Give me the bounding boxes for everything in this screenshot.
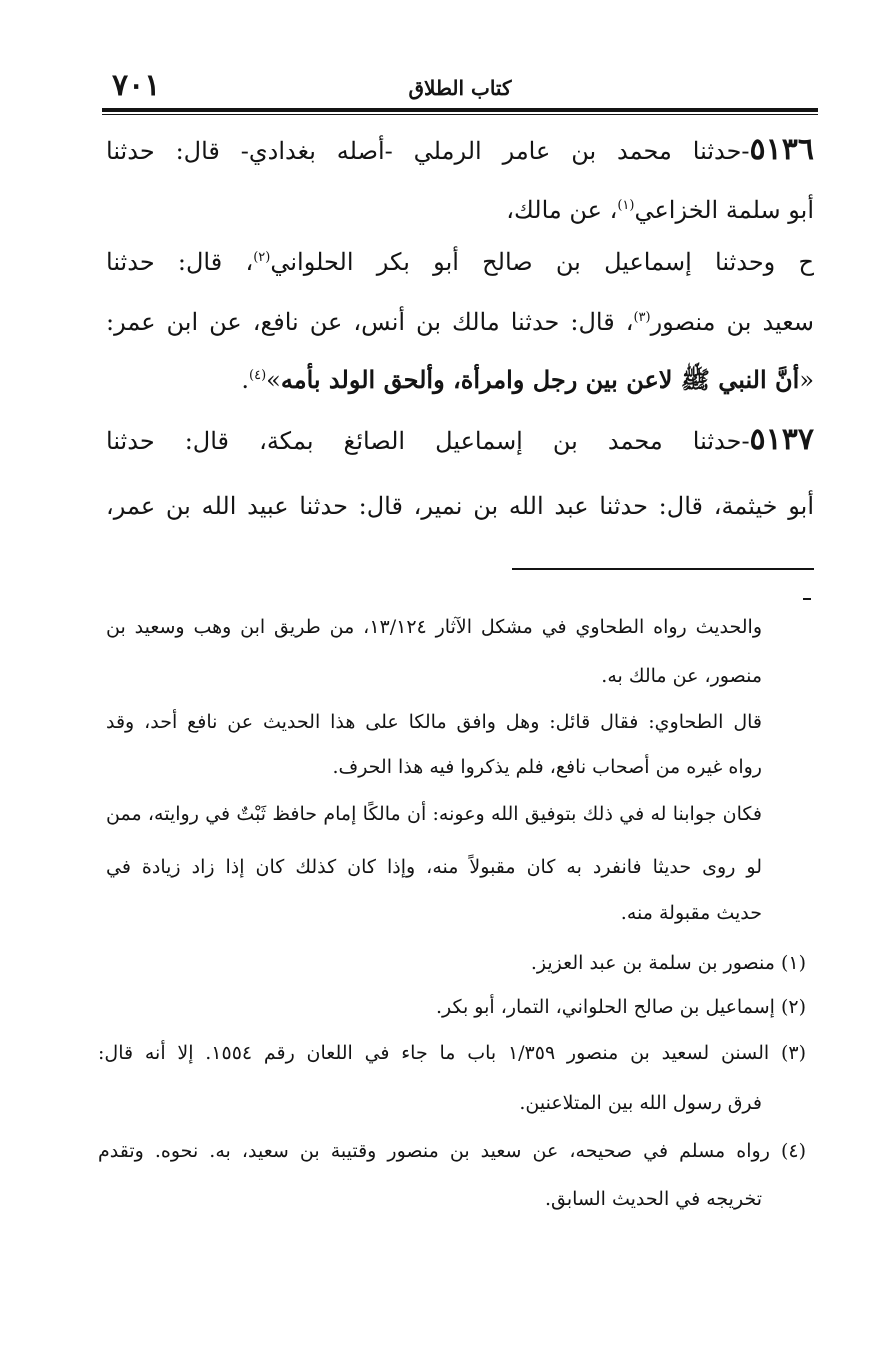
hadith-5136-line-2 — [106, 188, 814, 232]
footnote-separator — [512, 568, 814, 570]
footnote-2: (٢) إسماعيل بن صالح الحلواني، التمار، أبو بكر. — [435, 996, 806, 1018]
footnote-marker-4[interactable]: (٤) — [249, 368, 267, 383]
hadith-text: أبو خيثمة، قال: حدثنا عبد الله بن نمير، قال: حدثنا عبيد الله بن عمر، — [106, 492, 814, 520]
page-header — [102, 62, 818, 108]
book-title: كتاب الطلاق — [408, 76, 512, 100]
footnote-marker-3[interactable]: (٣) — [633, 310, 651, 325]
hadith-text: ح وحدثنا إسماعيل بن صالح أبو بكر الحلواني — [270, 248, 814, 276]
hadith-5137-line-1 — [106, 418, 814, 462]
hadith-text: سعيد بن منصور — [650, 308, 814, 336]
hadith-text: -حدثنا محمد بن إسماعيل الصائغ بمكة، قال: حدثنا — [106, 427, 750, 455]
hadith-number-5137: ٥١٣٧ — [749, 422, 814, 457]
footnote-continuation-line: فكان جوابنا له في ذلك بتوفيق الله وعونه: أن مالكًا إمام حافظ ثَبْتٌ في روايته، ممن — [106, 803, 762, 825]
hadith-5136-line-1 — [106, 128, 814, 172]
hadith-5136-line-4 — [106, 300, 814, 344]
page-number: ٧٠١ — [112, 68, 161, 103]
footnote-continuation-line: قال الطحاوي: فقال قائل: وهل وافق مالكا على هذا الحديث عن نافع أحد، وقد — [106, 711, 762, 733]
footnote-continuation-line: رواه غيره من أصحاب نافع، فلم يذكروا فيه هذا الحرف. — [332, 756, 762, 778]
footnote-1: (١) منصور بن سلمة بن عبد العزيز. — [530, 952, 806, 974]
hadith-text: ، قال: حدثنا مالك بن أنس، عن نافع، عن ابن عمر: — [106, 308, 634, 336]
footnote-3: (٣) السنن لسعيد بن منصور ١/٣٥٩ باب ما جاء في اللعان رقم ١٥٥٤. إلا أنه قال: — [98, 1042, 806, 1064]
hadith-5136-line-3 — [106, 240, 814, 284]
hadith-number-5136: ٥١٣٦ — [749, 132, 814, 167]
hadith-5137-line-2 — [106, 484, 814, 528]
footnote-marker-2[interactable]: (٢) — [253, 250, 271, 265]
quote-close: » — [266, 366, 281, 394]
footnote-3-continued: فرق رسول الله بين المتلاعنين. — [519, 1092, 762, 1114]
footnote-4-continued: تخريجه في الحديث السابق. — [544, 1188, 762, 1210]
hadith-text: . — [241, 366, 250, 394]
hadith-text: ، قال: حدثنا — [106, 248, 254, 276]
hadith-matn: أنَّ النبي ﷺ لاعن بين رجل وامرأة، وألحق الولد بأمه — [280, 365, 800, 394]
footnote-continuation-line: منصور، عن مالك به. — [601, 665, 762, 687]
hadith-text: -حدثنا محمد بن عامر الرملي -أصله بغدادي- قال: حدثنا — [106, 137, 750, 165]
footnote-continuation-line: لو روى حديثا فانفرد به كان مقبولاً منه، وإذا كان كذلك كان إذا زاد زيادة في — [106, 856, 762, 878]
quote-open: « — [799, 366, 814, 394]
continuation-dash — [803, 598, 811, 600]
footnote-continuation-line: والحديث رواه الطحاوي في مشكل الآثار ١٣/١٢٤، من طريق ابن وهب وسعيد بن — [106, 616, 762, 638]
footnote-continuation-line: حديث مقبولة منه. — [620, 902, 762, 924]
header-rule — [102, 108, 818, 112]
hadith-5136-line-5 — [106, 358, 814, 402]
header-rule-thin — [102, 114, 818, 115]
footnote-4: (٤) رواه مسلم في صحيحه، عن سعيد بن منصور وقتيبة بن سعيد، به. نحوه. وتقدم — [98, 1140, 806, 1162]
hadith-text: أبو سلمة الخزاعي — [634, 196, 814, 224]
footnote-marker-1[interactable]: (١) — [617, 198, 635, 213]
hadith-text: ، عن مالك، — [506, 196, 618, 224]
